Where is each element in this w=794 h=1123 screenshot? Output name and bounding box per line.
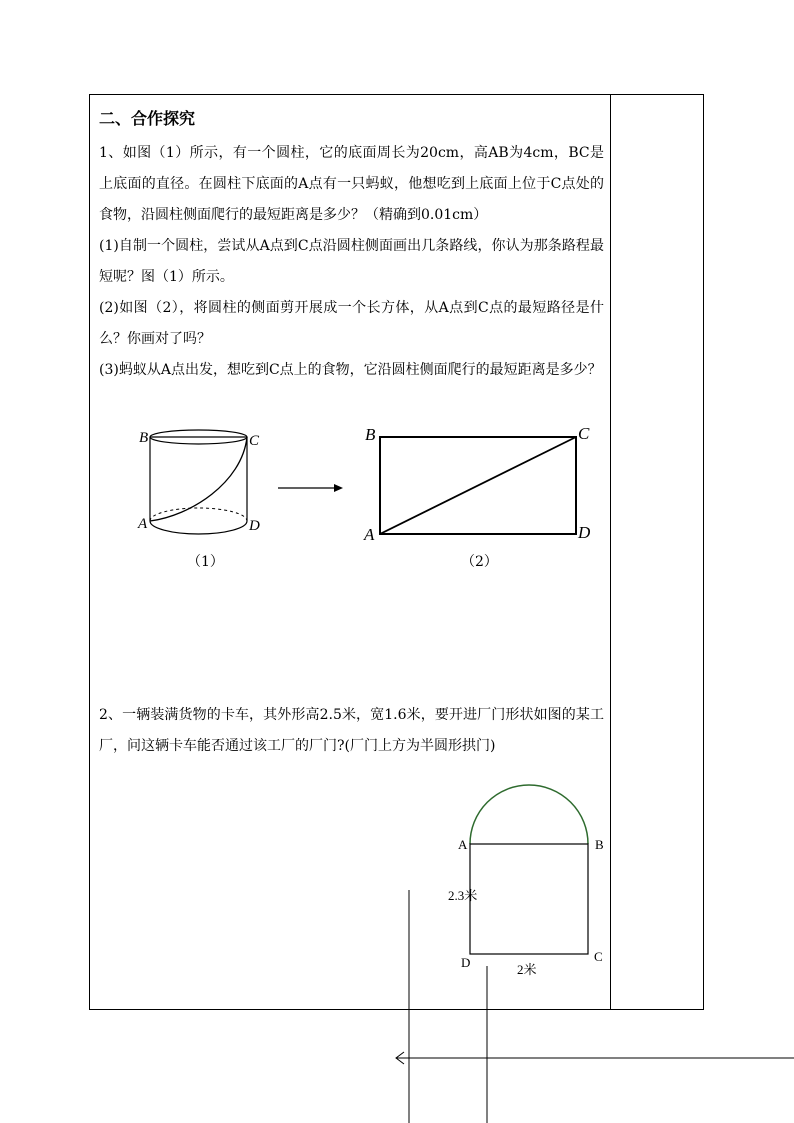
section-title: 二、合作探究 xyxy=(99,109,196,128)
fig1-label-d: D xyxy=(249,518,260,534)
problem1-q2: (2)如图（2），将圆柱的侧面剪开展成一个长方体，从A点到C点的最短路径是什么？你画对了吗？ xyxy=(99,300,604,347)
problem1-q3: (3)蚂蚁从A点出发，想吃到C点上的食物，它沿圆柱侧面爬行的最短距离是多少？ xyxy=(99,362,602,378)
fig2-label-b: B xyxy=(365,425,376,444)
fig2-label-d: D xyxy=(578,523,591,542)
fig1-caption: （1） xyxy=(187,554,224,570)
problem1-statement: 1、如图（1）所示，有一个圆柱，它的底面周长为20cm，高AB为4cm，BC是上底面的直径。在圆柱下底面的A点有一只蚂蚁，他想吃到上底面上位于C点处的食物，沿圆柱侧面爬行的最短距离是多少？（精确到0.01cm） xyxy=(99,145,604,223)
gate-label-d: D xyxy=(461,955,471,970)
fig2-label-c: C xyxy=(578,424,590,443)
fig1-label-b: B xyxy=(139,430,149,446)
problem1-q1: (1)自制一个圆柱，尝试从A点到C点沿圆柱侧面画出几条路线，你认为那条路程最短呢？图（1）所示。 xyxy=(99,238,604,285)
fig1-label-c: C xyxy=(249,433,260,449)
gate-height-label: 2.3米 xyxy=(448,888,478,903)
fig2-caption: （2） xyxy=(461,554,498,570)
problem2-statement: 2、一辆装满货物的卡车，其外形高2.5米，宽1.6米，要开进厂门形状如图的某工厂，问这辆卡车能否通过该工厂的厂门?(厂门上方为半圆形拱门) xyxy=(99,707,604,754)
gate-label-b: B xyxy=(595,837,604,852)
gate-width-label: 2米 xyxy=(517,962,537,977)
fig2-label-a: A xyxy=(364,525,375,544)
gate-label-c: C xyxy=(594,949,603,964)
fig1-label-a: A xyxy=(138,516,148,532)
gate-label-a: A xyxy=(458,837,468,852)
